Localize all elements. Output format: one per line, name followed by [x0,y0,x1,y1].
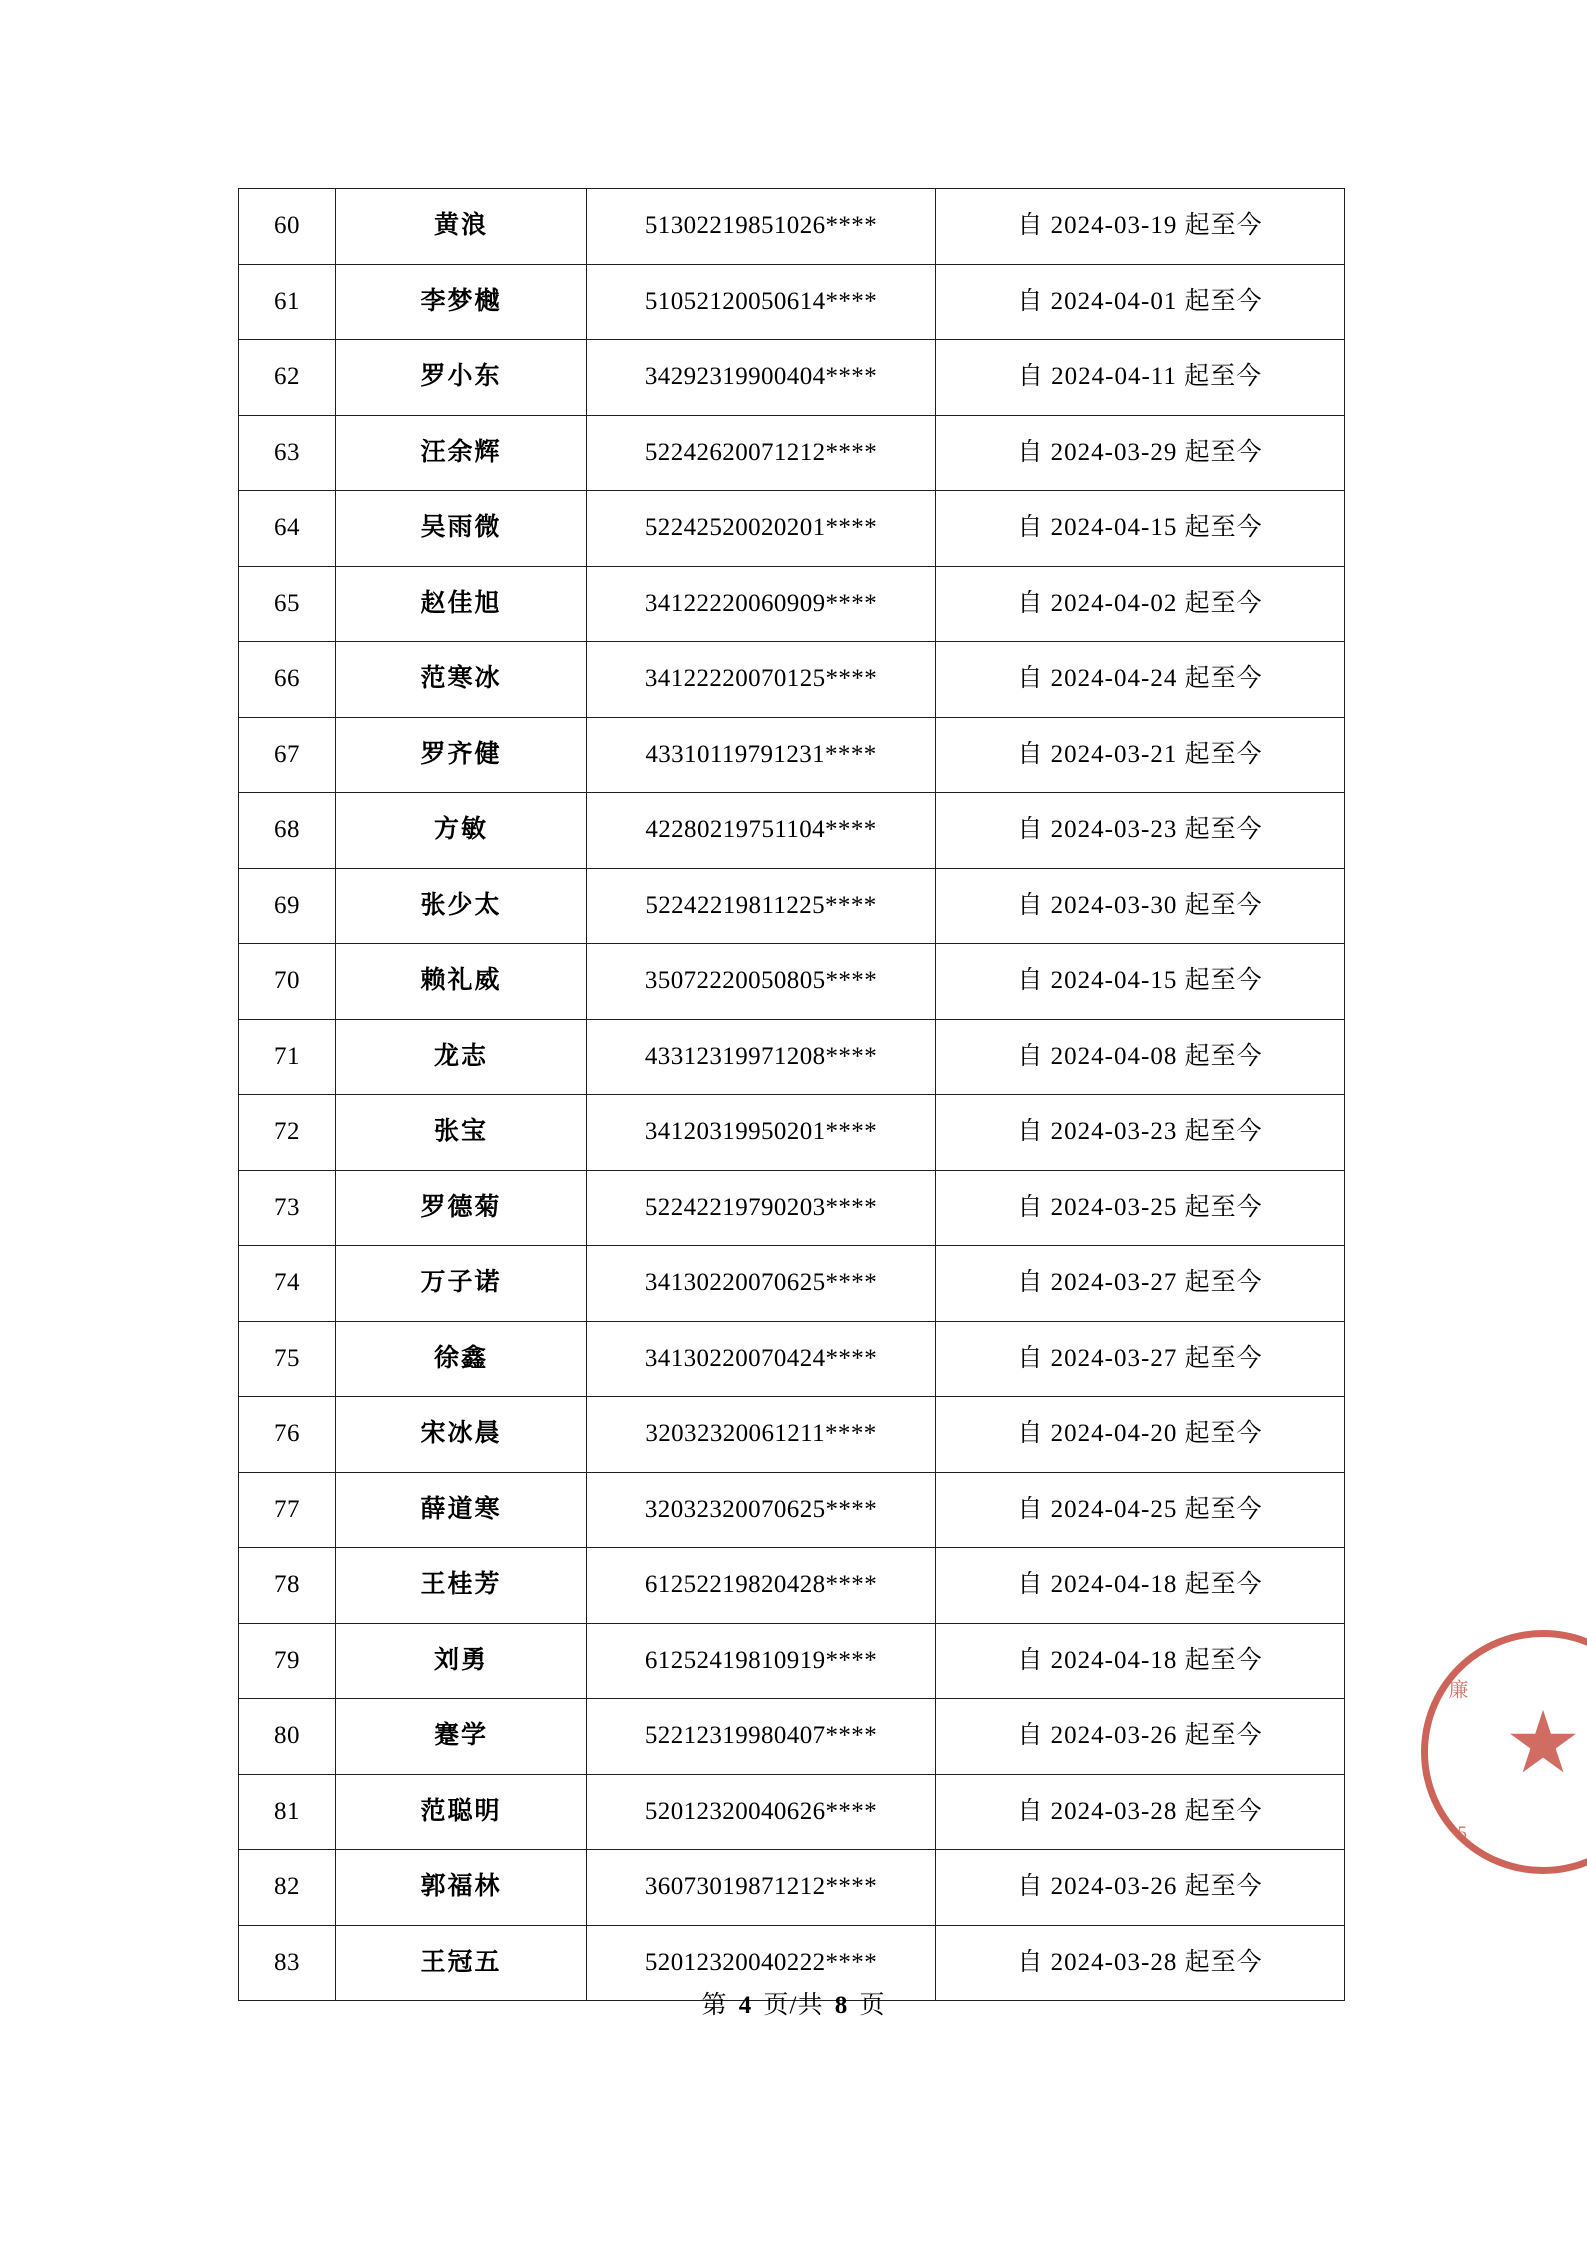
cell-index: 67 [239,717,336,793]
table-body [239,189,1345,2001]
cell-id: 52012320040222**** [587,1925,936,2001]
cell-index: 76 [239,1397,336,1473]
cell-name: 赖礼威 [336,944,587,1020]
cell-index: 64 [239,491,336,567]
cell-index: 69 [239,868,336,944]
cell-id: 52212319980407**** [587,1699,936,1775]
cell-name: 汪余辉 [336,415,587,491]
cell-duration: 自 2024-03-30 起至今 [936,868,1345,944]
cell-id: 42280219751104**** [587,793,936,869]
cell-id: 43310119791231**** [587,717,936,793]
cell-id: 35072220050805**** [587,944,936,1020]
table-row [239,1699,1345,1775]
table-row [239,415,1345,491]
cell-index: 80 [239,1699,336,1775]
cell-name: 王桂芳 [336,1548,587,1624]
cell-index: 66 [239,642,336,718]
cell-index: 70 [239,944,336,1020]
cell-id: 61252219820428**** [587,1548,936,1624]
seal-text-top: 廉 [1445,1679,1467,1703]
cell-id: 34122220060909**** [587,566,936,642]
table-row [239,340,1345,416]
cell-index: 61 [239,264,336,340]
cell-duration: 自 2024-04-11 起至今 [936,340,1345,416]
cell-id: 52242520020201**** [587,491,936,567]
cell-name: 薛道寒 [336,1472,587,1548]
cell-index: 78 [239,1548,336,1624]
table-row [239,717,1345,793]
footer-current-page: 4 [738,1992,753,2019]
table-row [239,264,1345,340]
cell-id: 34130220070424**** [587,1321,936,1397]
cell-id: 51302219851026**** [587,189,936,265]
footer-suffix: 页 [859,1992,886,2019]
table-row [239,189,1345,265]
table-row [239,944,1345,1020]
table-row [239,642,1345,718]
cell-id: 36073019871212**** [587,1850,936,1926]
table-row [239,1472,1345,1548]
cell-name: 罗小东 [336,340,587,416]
cell-name: 吴雨微 [336,491,587,567]
cell-duration: 自 2024-03-21 起至今 [936,717,1345,793]
cell-index: 72 [239,1095,336,1171]
cell-index: 83 [239,1925,336,2001]
table-row [239,1321,1345,1397]
page-footer [0,1985,1587,2021]
cell-index: 71 [239,1019,336,1095]
cell-duration: 自 2024-03-23 起至今 [936,1095,1345,1171]
cell-name: 罗齐健 [336,717,587,793]
cell-id: 51052120050614**** [587,264,936,340]
cell-name: 刘勇 [336,1623,587,1699]
cell-name: 王冠五 [336,1925,587,2001]
cell-id: 52012320040626**** [587,1774,936,1850]
cell-id: 61252419810919**** [587,1623,936,1699]
cell-duration: 自 2024-04-20 起至今 [936,1397,1345,1473]
cell-name: 方敏 [336,793,587,869]
seal-text-bottom: 65 [1446,1823,1469,1844]
cell-duration: 自 2024-04-01 起至今 [936,264,1345,340]
cell-index: 81 [239,1774,336,1850]
cell-index: 79 [239,1623,336,1699]
worker-arrears-table [238,188,1345,2001]
cell-name: 宋冰晨 [336,1397,587,1473]
footer-total-pages: 8 [834,1992,849,2019]
cell-name: 张宝 [336,1095,587,1171]
cell-index: 63 [239,415,336,491]
official-seal-icon [1421,1630,1587,1874]
cell-duration: 自 2024-04-08 起至今 [936,1019,1345,1095]
cell-duration: 自 2024-04-24 起至今 [936,642,1345,718]
cell-id: 43312319971208**** [587,1019,936,1095]
cell-id: 34120319950201**** [587,1095,936,1171]
table-row [239,868,1345,944]
cell-duration: 自 2024-04-15 起至今 [936,944,1345,1020]
cell-id: 52242219811225**** [587,868,936,944]
cell-name: 赵佳旭 [336,566,587,642]
cell-name: 李梦樾 [336,264,587,340]
cell-id: 34122220070125**** [587,642,936,718]
table-row [239,1095,1345,1171]
cell-index: 77 [239,1472,336,1548]
cell-duration: 自 2024-03-19 起至今 [936,189,1345,265]
cell-id: 34292319900404**** [587,340,936,416]
table-row [239,1019,1345,1095]
cell-name: 范寒冰 [336,642,587,718]
cell-index: 68 [239,793,336,869]
table-row [239,1548,1345,1624]
footer-prefix: 第 [701,1992,728,2019]
cell-name: 罗德菊 [336,1170,587,1246]
cell-name: 蹇学 [336,1699,587,1775]
cell-duration: 自 2024-03-28 起至今 [936,1925,1345,2001]
cell-duration: 自 2024-03-27 起至今 [936,1246,1345,1322]
cell-name: 徐鑫 [336,1321,587,1397]
table-row [239,1623,1345,1699]
cell-duration: 自 2024-04-15 起至今 [936,491,1345,567]
cell-id: 52242219790203**** [587,1170,936,1246]
cell-duration: 自 2024-03-29 起至今 [936,415,1345,491]
table-row [239,1170,1345,1246]
cell-index: 75 [239,1321,336,1397]
cell-name: 张少太 [336,868,587,944]
cell-duration: 自 2024-03-27 起至今 [936,1321,1345,1397]
cell-name: 郭福林 [336,1850,587,1926]
cell-duration: 自 2024-03-26 起至今 [936,1850,1345,1926]
seal-star-icon: ★ [1504,1694,1582,1791]
table-row [239,491,1345,567]
cell-duration: 自 2024-03-23 起至今 [936,793,1345,869]
cell-id: 32032320061211**** [587,1397,936,1473]
cell-index: 60 [239,189,336,265]
cell-index: 73 [239,1170,336,1246]
cell-duration: 自 2024-04-18 起至今 [936,1623,1345,1699]
cell-index: 82 [239,1850,336,1926]
cell-duration: 自 2024-03-25 起至今 [936,1170,1345,1246]
cell-duration: 自 2024-03-28 起至今 [936,1774,1345,1850]
table-row [239,1246,1345,1322]
table-row [239,566,1345,642]
table-row [239,793,1345,869]
table-row [239,1774,1345,1850]
table-row [239,1850,1345,1926]
cell-id: 52242620071212**** [587,415,936,491]
cell-index: 65 [239,566,336,642]
cell-duration: 自 2024-04-18 起至今 [936,1548,1345,1624]
cell-id: 32032320070625**** [587,1472,936,1548]
cell-name: 范聪明 [336,1774,587,1850]
cell-duration: 自 2024-04-02 起至今 [936,566,1345,642]
cell-id: 34130220070625**** [587,1246,936,1322]
cell-duration: 自 2024-03-26 起至今 [936,1699,1345,1775]
cell-name: 龙志 [336,1019,587,1095]
cell-name: 黄浪 [336,189,587,265]
cell-index: 74 [239,1246,336,1322]
cell-name: 万子诺 [336,1246,587,1322]
footer-middle: 页/共 [763,1992,824,2019]
table-row [239,1397,1345,1473]
cell-index: 62 [239,340,336,416]
cell-duration: 自 2024-04-25 起至今 [936,1472,1345,1548]
